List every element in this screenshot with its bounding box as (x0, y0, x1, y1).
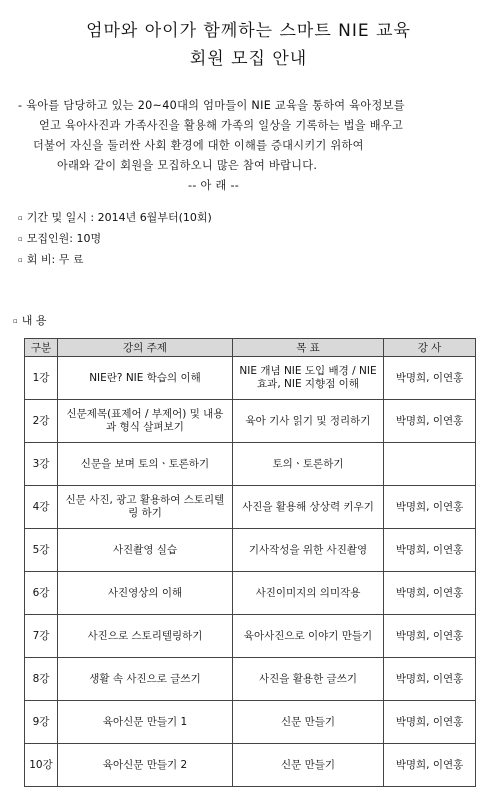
header-topic: 강의 주제 (58, 339, 233, 357)
intro-line: 더불어 자신을 둘러싼 사회 환경에 대한 이해를 증대시키기 위하여 (33, 139, 364, 152)
cell-session: 9강 (25, 701, 58, 744)
cell-goal: 육아 기사 읽기 및 정리하기 (233, 400, 384, 443)
cell-session: 2강 (25, 400, 58, 443)
cell-session: 7강 (25, 615, 58, 658)
cell-topic: 신문 사진, 광고 활용하여 스토리텔링 하기 (58, 486, 233, 529)
cell-goal: 신문 만들기 (233, 701, 384, 744)
table-row (25, 744, 476, 787)
table-row (25, 400, 476, 443)
header-goal: 목 표 (233, 339, 384, 357)
cell-session: 3강 (25, 443, 58, 486)
cell-instructor (384, 443, 476, 486)
table-row (25, 529, 476, 572)
info-members (18, 228, 212, 249)
bullet-icon: ▫ (18, 234, 23, 243)
table-row (25, 658, 476, 701)
cell-goal: 기사작성을 위한 사진촬영 (233, 529, 384, 572)
info-period-text: 기간 및 일시 : 2014년 6월부터(10회) (26, 211, 212, 224)
bullet-icon: ▫ (18, 255, 23, 264)
cell-topic: 신문을 보며 토의ㆍ토론하기 (58, 443, 233, 486)
cell-instructor: 박명희, 이연홍 (384, 615, 476, 658)
cell-goal: 육아사진으로 이야기 만들기 (233, 615, 384, 658)
cell-session: 1강 (25, 357, 58, 400)
cell-instructor: 박명희, 이연홍 (384, 486, 476, 529)
cell-session: 6강 (25, 572, 58, 615)
cell-instructor: 박명희, 이연홍 (384, 529, 476, 572)
cell-topic: 사진영상의 이해 (58, 572, 233, 615)
intro-line: - 육아를 담당하고 있는 20~40대의 엄마들이 NIE 교육을 통하여 육아정보를 (18, 99, 405, 112)
cell-instructor: 박명희, 이연홍 (384, 701, 476, 744)
cell-topic: 사진촬영 실습 (58, 529, 233, 572)
cell-instructor: 박명희, 이연홍 (384, 572, 476, 615)
curriculum-table (24, 338, 476, 787)
header-session: 구분 (25, 339, 58, 357)
cell-session: 4강 (25, 486, 58, 529)
table-row (25, 443, 476, 486)
info-fee (18, 249, 212, 270)
bullet-icon: ▫ (18, 213, 23, 222)
table-row (25, 701, 476, 744)
cell-topic: 신문제목(표제어 / 부제어) 및 내용과 형식 살펴보기 (58, 400, 233, 443)
cell-instructor: 박명희, 이연홍 (384, 400, 476, 443)
cell-instructor: 박명희, 이연홍 (384, 357, 476, 400)
table-row (25, 615, 476, 658)
info-list (18, 207, 212, 270)
info-members-text: 모집인원: 10명 (26, 232, 102, 245)
document-title: 엄마와 아이가 함께하는 스마트 NIE 교육 (86, 21, 411, 41)
cell-session: 10강 (25, 744, 58, 787)
cell-goal: 사진이미지의 의미작용 (233, 572, 384, 615)
cell-goal: 사진을 활용해 상상력 키우기 (233, 486, 384, 529)
intro-line: 아래와 같이 회원을 모집하오니 많은 참여 바랍니다. (57, 159, 318, 172)
cell-goal: NIE 개념 NIE 도입 배경 / NIE 효과, NIE 지향점 이해 (233, 357, 384, 400)
cell-goal: 토의ㆍ토론하기 (233, 443, 384, 486)
cell-topic: 생활 속 사진으로 글쓰기 (58, 658, 233, 701)
table-row (25, 357, 476, 400)
cell-goal: 신문 만들기 (233, 744, 384, 787)
cell-topic: 육아신문 만들기 2 (58, 744, 233, 787)
table-header-row (25, 339, 476, 357)
document-subtitle: 회원 모집 안내 (189, 49, 308, 69)
cell-instructor: 박명희, 이연홍 (384, 744, 476, 787)
info-period (18, 207, 212, 228)
cell-topic: 육아신문 만들기 1 (58, 701, 233, 744)
cell-topic: 사진으로 스토리텔링하기 (58, 615, 233, 658)
table-row (25, 572, 476, 615)
cell-session: 5강 (25, 529, 58, 572)
intro-paragraph (18, 96, 488, 196)
content-section-label (13, 312, 47, 328)
info-fee-text: 회 비: 무 료 (26, 253, 84, 266)
cell-instructor: 박명희, 이연홍 (384, 658, 476, 701)
table-row (25, 486, 476, 529)
cell-topic: NIE란? NIE 학습의 이해 (58, 357, 233, 400)
bullet-icon: ▫ (13, 317, 18, 325)
content-label-text: 내 용 (21, 314, 47, 327)
cell-session: 8강 (25, 658, 58, 701)
cell-goal: 사진을 활용한 글쓰기 (233, 658, 384, 701)
header-instructor: 강 사 (384, 339, 476, 357)
intro-line: 얻고 육아사진과 가족사진을 활용해 가족의 일상을 기록하는 법을 배우고 (39, 119, 404, 132)
intro-heading-below: -- 아 래 -- (188, 179, 240, 192)
